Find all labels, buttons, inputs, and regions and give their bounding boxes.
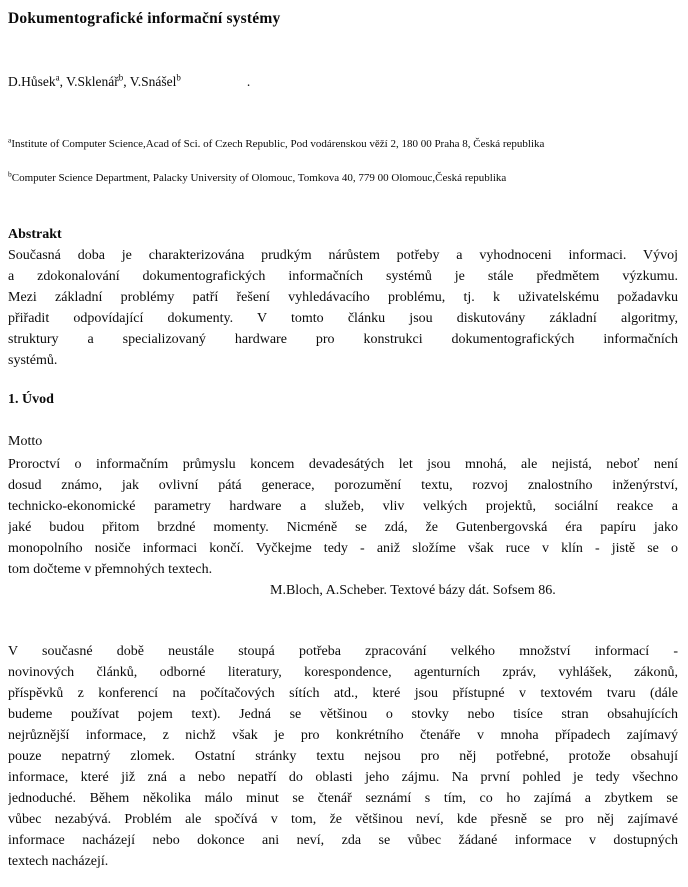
text-line: tom dočteme v přemnohých textech. <box>8 562 213 577</box>
affiliation-mark: a <box>55 72 60 83</box>
text-line: novinových článků, odborné literatury, korespondence, agenturních zpráv, vyhlášek, zákonů, <box>8 665 678 680</box>
text-line: přiřadit odpovídající dokumenty. V tomto článku jsou diskutovány základní algoritmy, <box>8 311 678 326</box>
abstract-paragraph <box>8 245 678 371</box>
author-separator: , <box>59 74 67 89</box>
text-line: V současné době neustále stoupá potřeba zpracování velkého množství informací - <box>8 644 678 659</box>
text-line: informace, které již zná a nebo nepatří do oblasti jeho zájmu. Na první pohled je tedy všechno <box>8 770 678 785</box>
text-line: informace nacházejí nebo dokonce ani neví, zda se vůbec žádané informace v dostupných <box>8 833 678 848</box>
affiliation-b <box>8 169 678 188</box>
author <box>8 74 66 89</box>
section-heading-uvod: 1. Úvod <box>8 392 54 407</box>
affiliation-text: Computer Science Department, Palacky University of Olomouc, Tomkova 40, 779 00 Olomouc,Česká republika <box>11 172 507 184</box>
author <box>66 74 130 89</box>
author-name: V.Snášel <box>129 74 177 89</box>
motto-label: Motto <box>8 434 43 449</box>
text-line: dosud známo, jak ovlivní pátá generace, porozumění textu, rozvoj znalostního inženýrství, <box>8 478 678 493</box>
author <box>130 74 181 89</box>
text-line: a zdokonalování dokumentografických informačních systémů je stále předmětem výzkumu. <box>8 269 678 284</box>
text-line: nejrůznější informace, z nichž však je pro konkrétního čtenáře v mnoha případech zajímavý <box>8 728 678 743</box>
affiliation-mark: b <box>176 72 181 83</box>
authors-trailing-period: . <box>246 74 251 89</box>
authors-line <box>8 73 678 91</box>
page-title: Dokumentografické informační systémy <box>8 10 281 27</box>
text-line: vůbec nezabývá. Problém ale spočívá v tom, že většinou neví, kde přesně se pro něj zajímavé <box>8 812 678 827</box>
text-line: Mezi základní problémy patří řešení vyhledávacího problému, tj. k uživatelskému požadavku <box>8 290 678 305</box>
affiliation-a <box>8 135 680 154</box>
abstract-heading: Abstrakt <box>8 227 62 242</box>
author-separator: , <box>123 74 130 89</box>
text-line: Proroctví o informačním průmyslu koncem devadesátých let jsou mnohá, ale nejistá, neboť není <box>8 457 678 472</box>
affiliation-mark: a <box>8 135 12 145</box>
text-line: pouze nepatrný zlomek. Ostatní stránky textu nejsou pro něj potřebné, protože obsahují <box>8 749 678 764</box>
author-name: V.Sklenář <box>66 74 119 89</box>
text-line: technicko-ekonomické parametry hardware a služeb, vliv velkých projektů, sociální reakce a <box>8 499 678 514</box>
text-line: monopolního nosiče informaci končí. Vyčkejme tedy - aniž složíme však ruce v klín - jistě se o <box>8 541 678 556</box>
motto-attribution: M.Bloch, A.Scheber. Textové bázy dát. Sofsem 86. <box>270 583 556 598</box>
author-name: D.Hůsek <box>8 74 56 89</box>
affiliation-mark: b <box>8 169 12 179</box>
motto-paragraph <box>8 454 678 580</box>
text-line: příspěvků z konferencí na počítačových sítích atd., které jsou přístupné v textovém tvaru (dále <box>8 686 678 701</box>
text-line: textech nacházejí. <box>8 854 109 869</box>
intro-body-paragraph <box>8 641 678 872</box>
text-line: Současná doba je charakterizována prudkým nárůstem potřeby a vyhodnoceni informaci. Vývoj <box>8 248 678 263</box>
text-line: budeme používat pojem text). Jedná se většinou o stovky nebo tisíce stran obsahujících <box>8 707 678 722</box>
text-line: struktury a specializovaný hardware pro konstrukci dokumentografických informačních <box>8 332 678 347</box>
affiliation-text: Institute of Computer Science,Acad of Sci. of Czech Republic, Pod vodárenskou věží 2, 180 00 Praha 8, Česká republika <box>11 138 545 150</box>
text-line: jaké budou přitom brzdné momenty. Nicméně se zdá, že Gutenbergovská éra papíru jako <box>8 520 678 535</box>
text-line: systémů. <box>8 353 58 368</box>
affiliation-mark: b <box>118 72 124 83</box>
text-line: jednoduché. Během několika málo minut se čtenář seznámí s tím, co ho zajímá a zbytkem se <box>8 791 678 806</box>
